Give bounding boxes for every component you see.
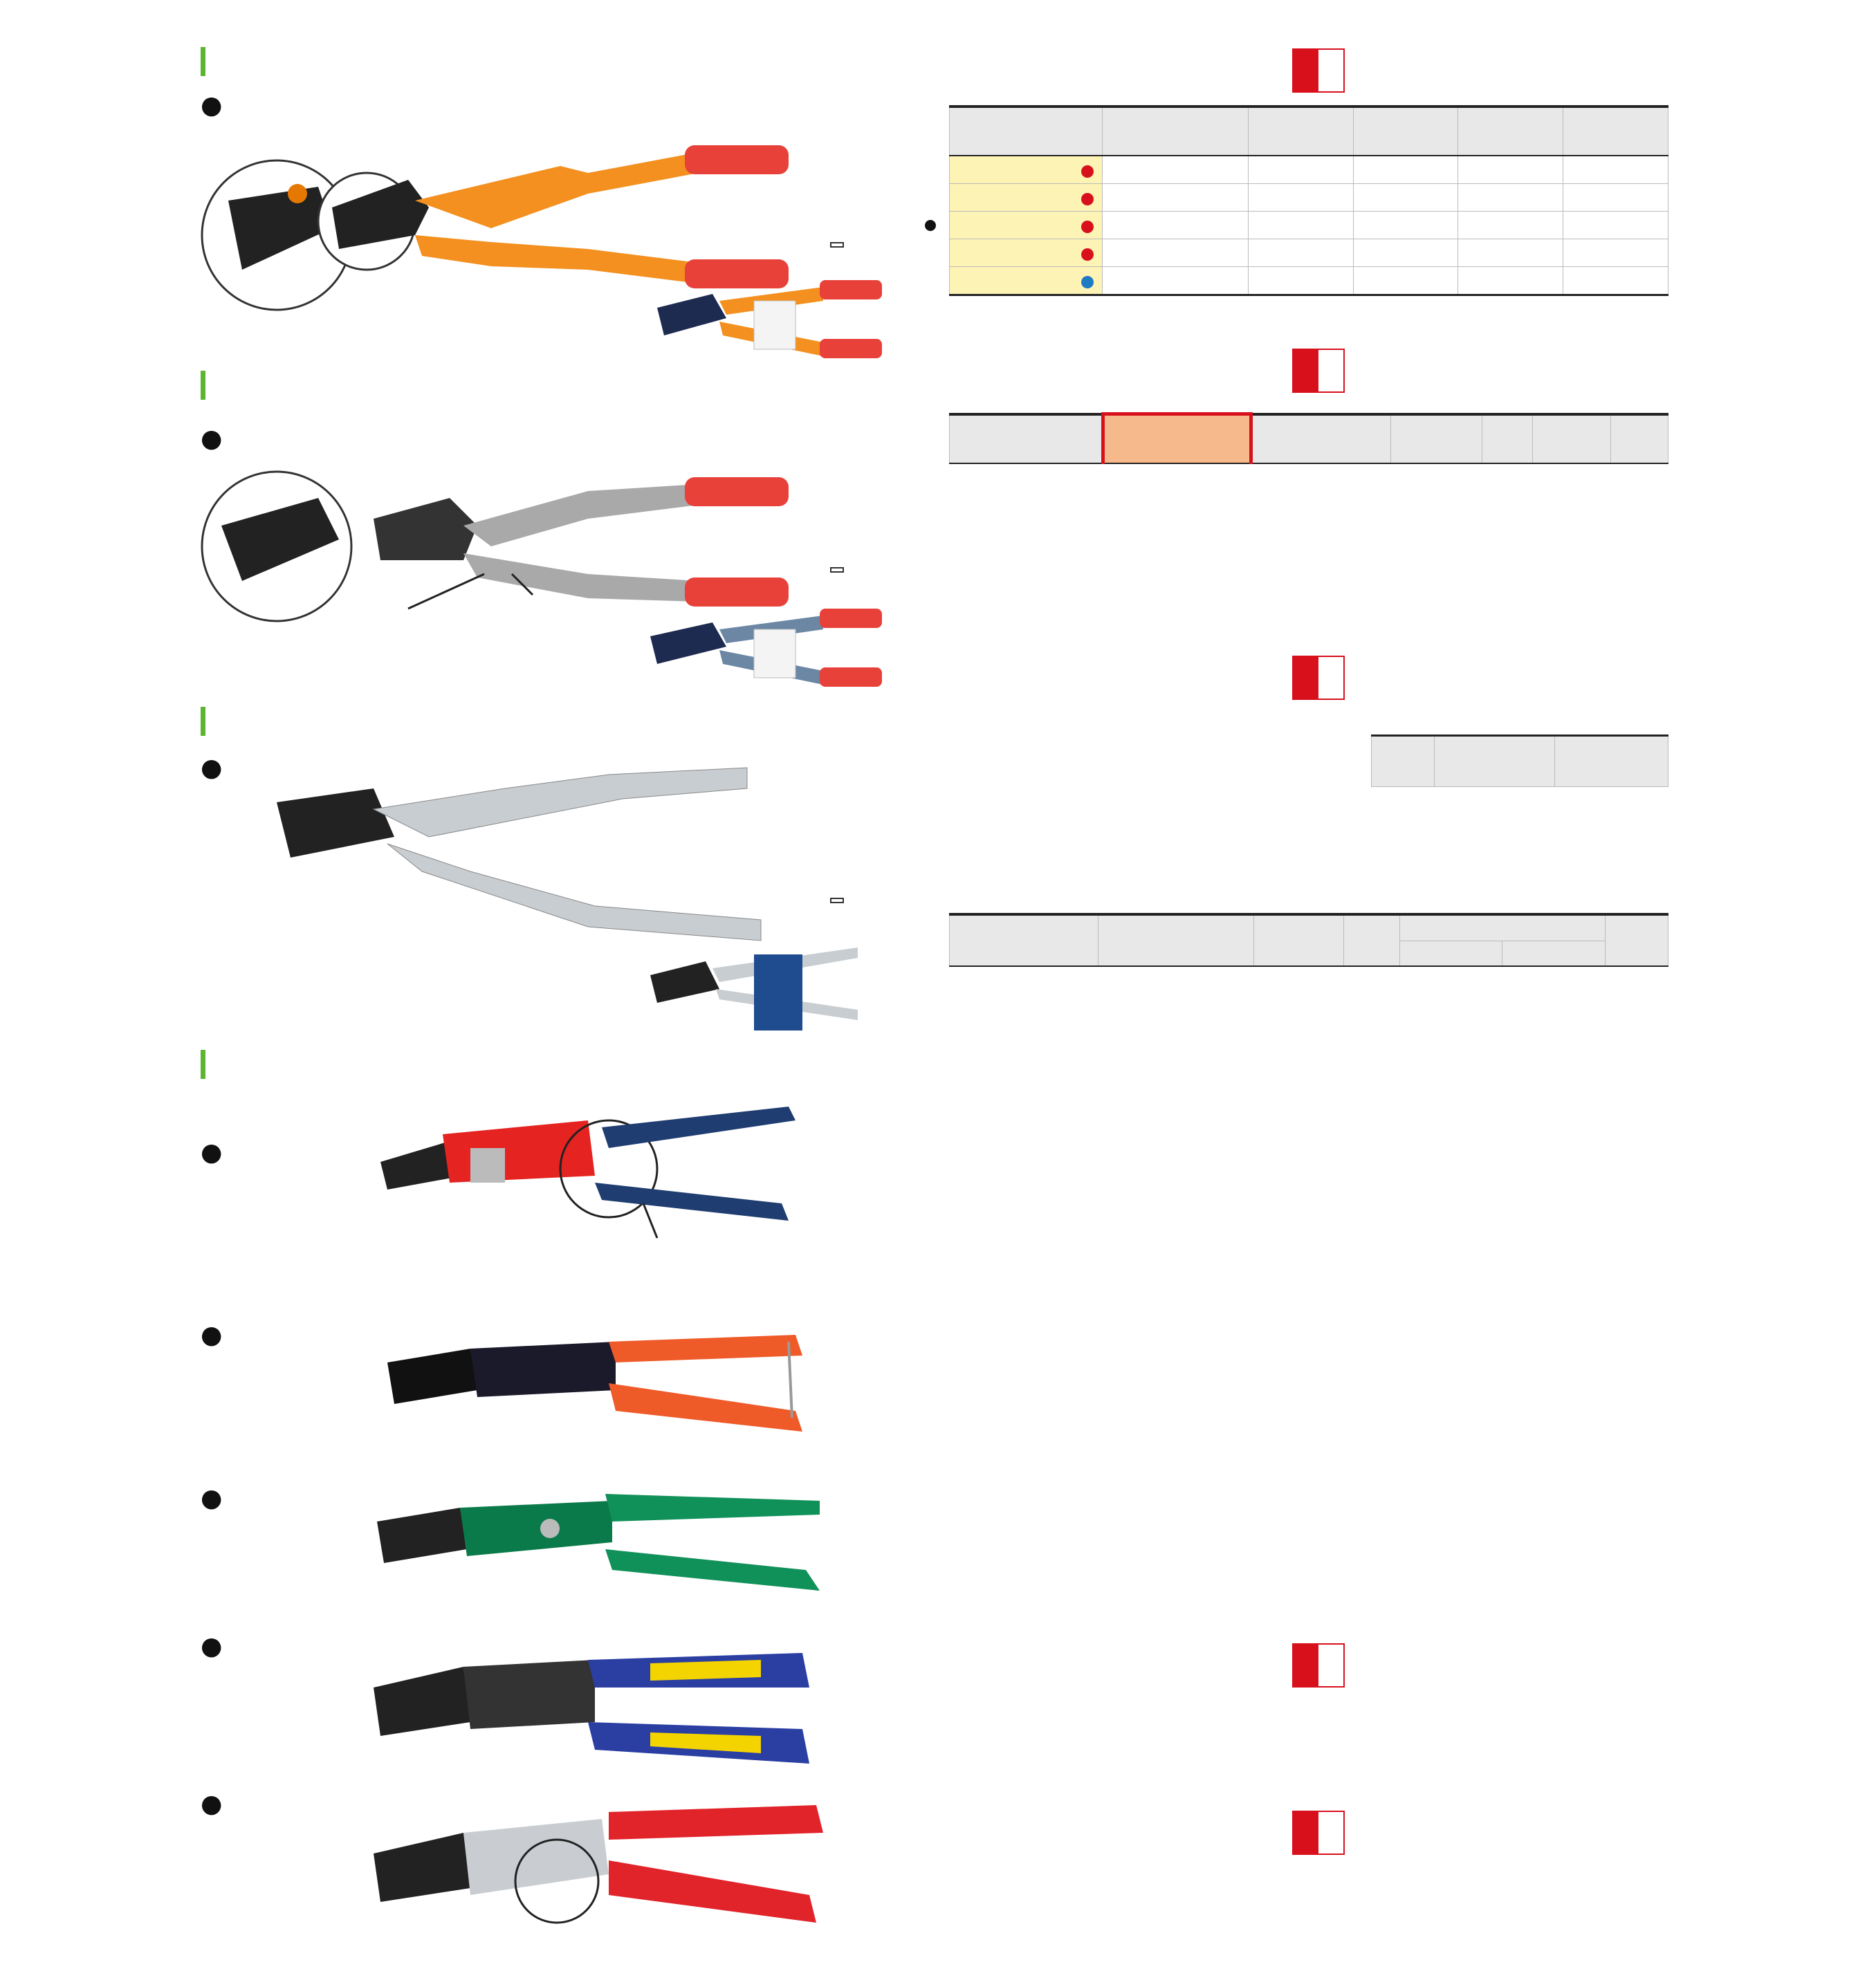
caution-box-mcc-2: [1292, 656, 1345, 700]
table-row: [950, 239, 1668, 267]
model-label-mca200: ●: [201, 1138, 223, 1167]
caution-box-arm: [1292, 48, 1345, 93]
table-cell: [1103, 212, 1249, 239]
price-cell: [1248, 239, 1353, 267]
model-label-mce200: ●: [201, 1790, 223, 1818]
model-label-bcm450: ●: [201, 425, 223, 453]
product-code-cell: [950, 239, 1103, 267]
weight-compare-table: [1371, 734, 1668, 787]
table-row: [950, 184, 1668, 212]
table-cell: [1458, 156, 1563, 184]
table-cell: [1353, 239, 1458, 267]
table-cell: [1458, 184, 1563, 212]
model-label-mcd200: ●: [201, 1632, 223, 1661]
table-cell: [1458, 267, 1563, 295]
product-code-cell: [950, 184, 1103, 212]
table-row: [950, 212, 1668, 239]
table-cell: [1563, 184, 1668, 212]
table-cell: [1458, 239, 1563, 267]
table-row: [950, 267, 1668, 295]
model-label-bca450: ●: [201, 91, 223, 120]
table-cell: [1353, 212, 1458, 239]
table-cell: [1103, 156, 1249, 184]
red-dot-icon: [1081, 165, 1094, 178]
spec-table-mcc: [949, 412, 1668, 464]
price-cell: [1248, 212, 1353, 239]
spec-table-arm: [949, 105, 1668, 296]
product-code-cell: [950, 156, 1103, 184]
section-title-arm: [201, 47, 222, 76]
caution-box-mce: [1292, 1811, 1345, 1855]
packaging-label-alu: [830, 898, 844, 903]
mini-cutter-mcc-image: [377, 1487, 827, 1605]
table-cell: [1103, 267, 1249, 295]
red-dot-icon: [1081, 248, 1094, 261]
red-dot-icon: [1081, 193, 1094, 205]
price-cell: [1248, 156, 1353, 184]
packaging-label-mcc: [830, 567, 844, 573]
red-dot-icon: [1081, 221, 1094, 233]
price-cell: [1248, 184, 1353, 212]
table-cell: [1563, 212, 1668, 239]
table-cell: [1353, 184, 1458, 212]
table-cell: [1103, 184, 1249, 212]
table-cell: [1103, 239, 1249, 267]
blue-dot-icon: [1081, 276, 1094, 288]
price-cell: [1248, 267, 1353, 295]
model-label-bcal300: ●: [201, 754, 223, 782]
product-code-cell: [950, 267, 1103, 295]
bolt-cutter-mcc-image: [201, 463, 927, 699]
aluminum-bolt-cutter-image: [263, 761, 885, 1072]
section-title-mini: [201, 1050, 222, 1079]
table-row: [950, 156, 1668, 184]
table-cell: [1563, 267, 1668, 295]
model-label-mcb200: ●: [201, 1321, 223, 1349]
caution-box-mcd: [1292, 1643, 1345, 1688]
table-cell: [1563, 156, 1668, 184]
mini-cutter-mcb-image: [387, 1328, 816, 1445]
bullet-icon: [925, 220, 936, 231]
table-cell: [1563, 239, 1668, 267]
model-label-mcc200: ●: [201, 1484, 223, 1513]
section-title-mcc: [201, 371, 222, 400]
table-cell: [1458, 212, 1563, 239]
table-cell: [1353, 156, 1458, 184]
mini-cutter-mca-image: [374, 1100, 809, 1279]
spec-table-alu: [949, 913, 1668, 967]
product-code-cell: [950, 212, 1103, 239]
mini-cutter-mce-image: [374, 1798, 830, 1937]
packaging-label-arm: [830, 242, 844, 248]
section-title-alu: [201, 707, 222, 736]
mini-cutter-mcd-image: [374, 1646, 823, 1777]
table-cell: [1353, 267, 1458, 295]
bolt-cutter-arm-image: [201, 124, 927, 380]
caution-box-mcc: [1292, 349, 1345, 393]
